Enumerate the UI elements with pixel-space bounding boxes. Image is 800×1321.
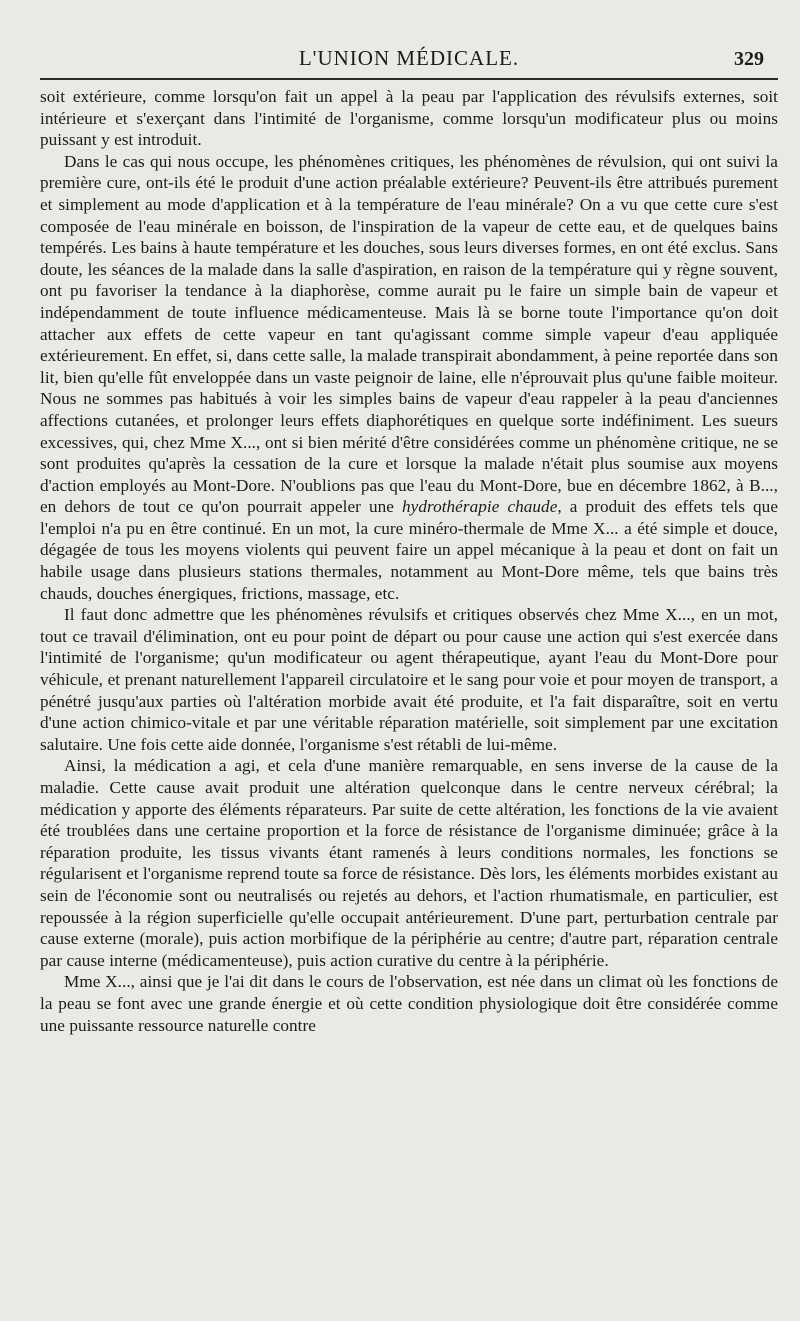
header-rule (40, 78, 778, 80)
paragraph-2 (40, 151, 778, 604)
paragraph-2-text-a: Dans le cas qui nous occupe, les phénomènes critiques, les phénomènes de révulsion, qui ont suivi la première cure, ont-ils été le produit d'une action préalable extérieure? Peuvent-ils être attribués purement et simplement au mode d'application et à la température de l'eau minérale? On a vu que cette cure s'est composée de l'eau minérale en boisson, de l'inspiration de la vapeur de cette eau, et de quelques bains tempérés. Les bains à haute température et les douches, sous leurs diverses formes, en ont été exclus. Sans doute, les séances de la malade dans la salle d'aspiration, en raison de la température qui y règne souvent, ont pu favoriser la tendance à la diaphorèse, comme aurait pu le faire un simple bain de vapeur et indépendamment de toute influence médicamenteuse. Mais là se borne toute l'importance qu'on doit attacher aux effets de cette vapeur en tant qu'agissant comme simple vapeur d'eau appliquée extérieurement. En effet, si, dans cette salle, la malade transpirait abondamment, à peine reportée dans son lit, bien qu'elle fût enveloppée dans un vaste peignoir de laine, elle n'éprouvait plus qu'une faible moiteur. Nous ne sommes pas habitués à voir les simples bains de vapeur d'eau rappeler à la peau d'anciennes affections cutanées, et prolonger leurs effets diaphorétiques en quelque sorte indéfiniment. Les sueurs excessives, qui, chez Mme X..., ont si bien mérité d'être considérées comme un phénomène critique, ne se sont produites qu'après la cessation de la cure et lorsque la malade n'était plus soumise aux moyens d'action employés au Mont-Dore. N'oublions pas que l'eau du Mont-Dore, bue en décembre 1862, à B..., en dehors de tout ce qu'on pourrait appeler une (40, 151, 778, 517)
paragraph-1: soit extérieure, comme lorsqu'on fait un appel à la peau par l'application des révulsifs externes, soit intérieure et s'exerçant dans l'intimité de l'organisme, comme lorsqu'un modificateur plus ou moins puissant y est introduit. (40, 87, 778, 150)
paragraph-2-emphasis: hydrothérapie chaude (402, 497, 558, 517)
running-head (40, 42, 778, 76)
page-number: 329 (734, 48, 764, 70)
body-text (40, 86, 778, 1036)
paragraph-3: Il faut donc admettre que les phénomènes révulsifs et critiques observés chez Mme X..., en un mot, tout ce travail d'élimination, ont eu pour point de départ ou pour cause une action qui s'est exercée dans l'intimité de l'organisme; qu'un modificateur ou agent thérapeutique, ayant l'eau du Mont-Dore pour véhicule, et prenant naturellement l'appareil circulatoire et le sang pour voie et pour moyen de transport, a pénétré jusqu'aux parties où l'altération morbide avait été produite, et l'a fait disparaître, soit en vertu d'une action chimico-vitale et par une véritable réparation matérielle, soit simplement par une excitation salutaire. Une fois cette aide donnée, l'organisme s'est rétabli de lui-même. (40, 605, 778, 754)
paragraph-5: Mme X..., ainsi que je l'ai dit dans le cours de l'observation, est née dans un climat où les fonctions de la peau se font avec une grande énergie et où cette condition physiologique doit être considérée comme une puissante ressource naturelle contre (40, 972, 778, 1035)
journal-title: L'UNION MÉDICALE. (298, 46, 520, 70)
paragraph-4: Ainsi, la médication a agi, et cela d'une manière remarquable, en sens inverse de la cause de la maladie. Cette cause avait produit une altération quelconque dans le centre nerveux cérébral; la médication y apporte des éléments réparateurs. Par suite de cette altération, les fonctions de la vie avaient été troublées dans une certaine proportion et la force de résistance de l'organisme diminuée; grâce à la réparation produite, les tissus vivants étant ramenés à leurs conditions normales, les fonctions se régularisent et l'organisme reprend toute sa force de résistance. Dès lors, les éléments morbides existant au sein de l'économie sont ou neutralisés ou rejetés au dehors, et l'action rhumatismale, en particulier, est repoussée à la région superficielle qu'elle occupait antérieurement. D'une part, perturbation centrale par cause externe (morale), puis action morbifique de la périphérie au centre; d'autre part, réparation centrale par cause interne (médicamenteuse), puis action curative du centre à la périphérie. (40, 756, 778, 970)
paragraph-2-text-b: , a produit des effets tels que l'emploi n'a pu en être continué. En un mot, la cure minéro-thermale de Mme X... a été simple et douce, dégagée de tous les moyens violents qui peuvent faire un appel mécanique à la peau et dont on fait un habile usage dans plusieurs stations thermales, notamment au Mont-Dore même, tels que bains très chauds, douches énergiques, frictions, massage, etc. (40, 497, 779, 603)
